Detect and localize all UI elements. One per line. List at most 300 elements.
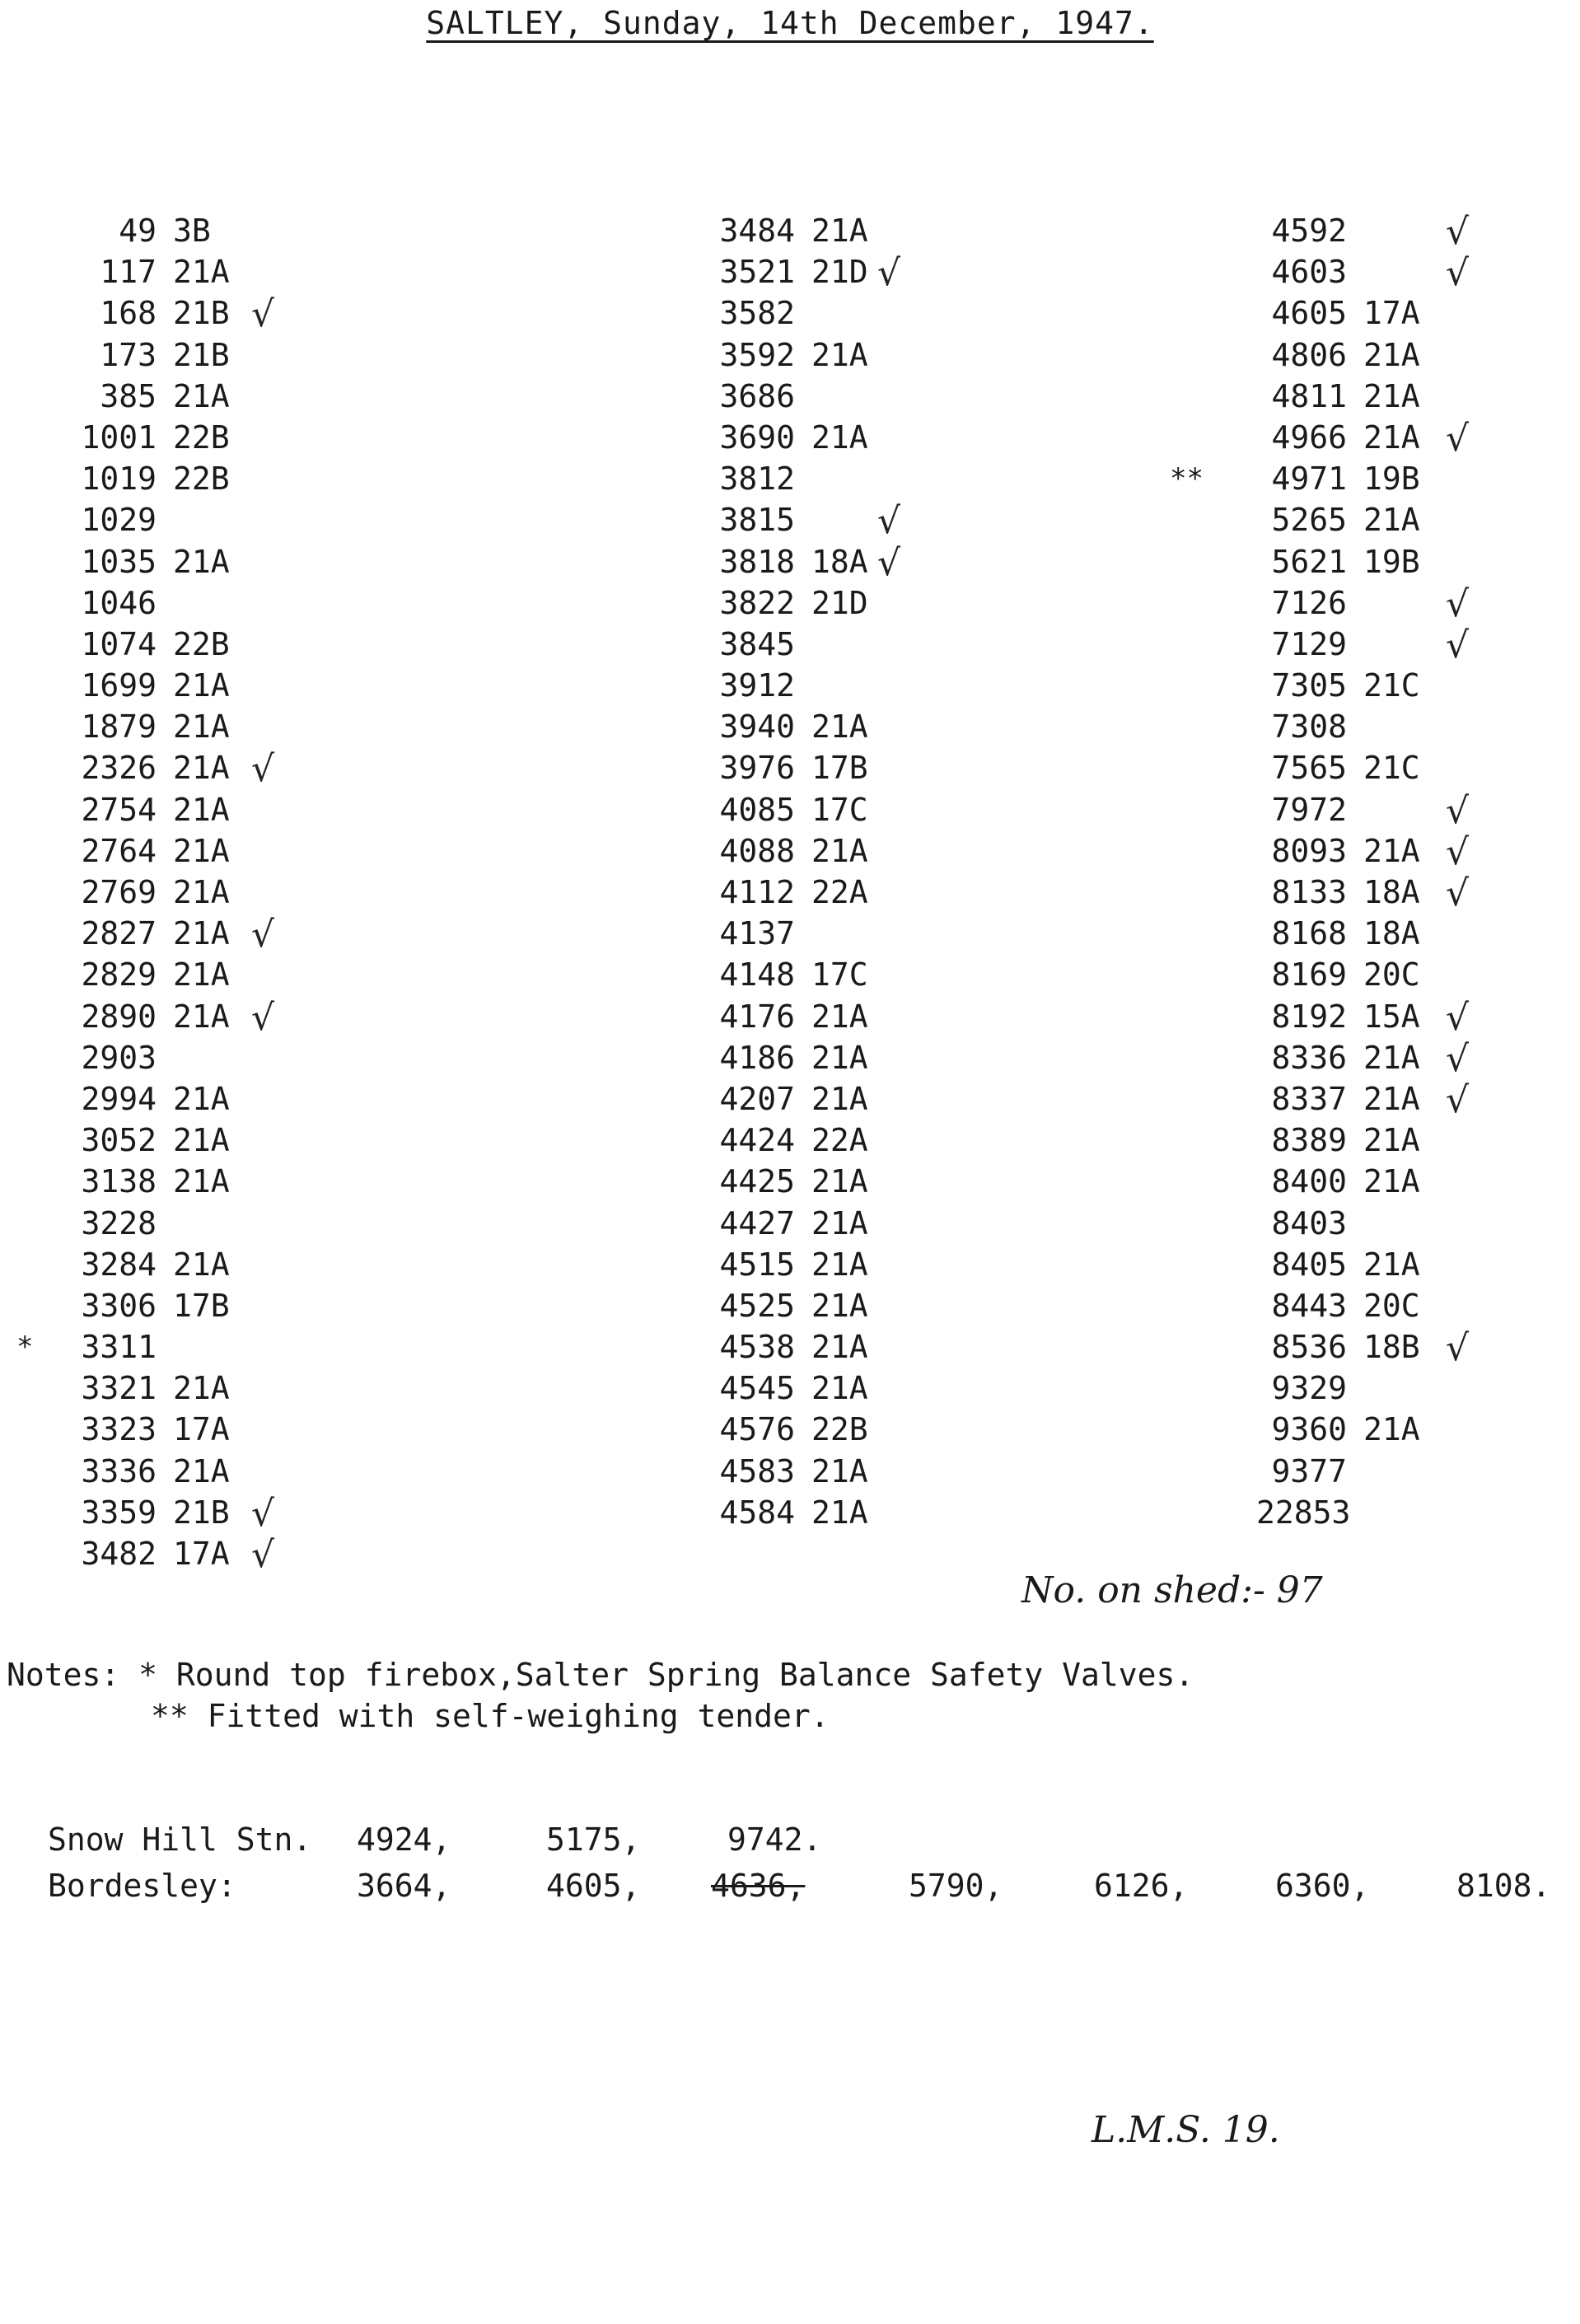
engine-row: [704, 1368, 886, 1409]
engine-row: [66, 1161, 247, 1202]
engine-row: [1256, 1120, 1437, 1161]
footer-reference: L.M.S. 19.: [1092, 2109, 1280, 2151]
engine-number: 7972: [1271, 791, 1347, 828]
shed-code: 21A: [173, 543, 230, 580]
engine-row: [66, 1409, 247, 1450]
shed-code: 21A: [1363, 1246, 1420, 1283]
footnote-marker: *: [16, 1330, 34, 1364]
shed-code: 21A: [811, 1246, 868, 1283]
bordesley-row: [48, 1863, 1551, 1909]
shed-code: 21A: [1363, 1163, 1420, 1200]
engine-number: 3311: [81, 1329, 157, 1366]
engine-row: [1256, 747, 1437, 788]
engine-row: [66, 499, 247, 540]
engine-number: 8337: [1271, 1080, 1347, 1117]
engine-number: 4112: [719, 874, 795, 910]
engine-number: 7126: [1271, 584, 1347, 621]
engine-number: 1019: [81, 461, 157, 498]
engine-row: [1170, 458, 1437, 499]
engine-row: [1256, 292, 1437, 334]
shed-code: 21A: [1363, 1122, 1420, 1159]
engine-row: [66, 1037, 247, 1078]
engine-number: 49: [119, 213, 157, 249]
shed-code: 21A: [1363, 419, 1420, 456]
shed-code: 21A: [173, 1163, 230, 1200]
shed-code: 21A: [173, 915, 230, 952]
engine-number: 3228: [81, 1204, 157, 1241]
bordesley-value-struck: 4636,: [711, 1868, 806, 1904]
shed-code: 21A: [811, 1080, 868, 1117]
engine-row: [66, 334, 247, 376]
shed-code: 22A: [811, 1122, 868, 1159]
check-mark: √: [251, 914, 275, 956]
engine-row: [704, 1037, 886, 1078]
shed-code: 18A: [811, 543, 868, 580]
engine-number: 8536: [1271, 1329, 1347, 1366]
engine-number: 4605: [1271, 295, 1347, 332]
engine-number: 2326: [81, 750, 157, 787]
engine-number: 1001: [81, 419, 157, 456]
engine-number: 9377: [1271, 1452, 1347, 1489]
bordesley-value: 5790,: [909, 1868, 1003, 1904]
check-mark: √: [877, 252, 901, 295]
engine-row: [66, 1492, 275, 1535]
shed-code: 19B: [1363, 461, 1420, 498]
shed-code: 21A: [1363, 832, 1420, 869]
shed-code: 21B: [173, 336, 230, 373]
engine-row: [1256, 334, 1437, 376]
engine-number: 3521: [719, 254, 795, 291]
bordesley-value: 6126,: [1094, 1868, 1189, 1904]
engine-row: [66, 251, 247, 292]
shed-code: 21A: [811, 1287, 868, 1324]
engine-row: [66, 624, 247, 665]
engine-row: [704, 1244, 886, 1285]
engine-row: [704, 913, 886, 954]
shed-code: 3B: [173, 213, 211, 249]
engine-row: [1256, 1203, 1437, 1244]
engine-number: 4966: [1271, 419, 1347, 456]
engine-row: [66, 1451, 247, 1492]
engine-row: [1256, 1285, 1437, 1326]
engine-number: 4811: [1271, 377, 1347, 414]
shed-code: 21A: [173, 998, 230, 1035]
engine-number: 7305: [1271, 667, 1347, 704]
engine-row: [704, 1161, 886, 1202]
stations-block: [48, 1817, 1551, 1909]
engine-row: [1256, 417, 1470, 460]
engine-row: [66, 292, 275, 336]
shed-code: 21A: [173, 1452, 230, 1489]
engine-number: 4085: [719, 791, 795, 828]
engine-number: 8093: [1271, 832, 1347, 869]
engine-row: [704, 499, 901, 543]
check-mark: √: [1446, 582, 1470, 625]
shed-code: 21A: [173, 1080, 230, 1117]
engine-row: [704, 1326, 886, 1368]
check-mark: √: [251, 1534, 275, 1576]
bordesley-value: 3664,: [357, 1868, 451, 1904]
shed-code: 17A: [1363, 295, 1420, 332]
engine-row: [66, 830, 247, 872]
engine-row: [1256, 1451, 1437, 1492]
shed-code: 21A: [1363, 502, 1420, 539]
engine-row: [704, 1203, 886, 1244]
shed-code: 21A: [173, 750, 230, 787]
shed-code: 21A: [173, 708, 230, 746]
shed-code: 21A: [173, 1370, 230, 1407]
check-mark: √: [1446, 1327, 1470, 1370]
engine-number: 8389: [1271, 1122, 1347, 1159]
engine-number: 4525: [719, 1287, 795, 1324]
engine-number: 3686: [719, 377, 795, 414]
engine-row: [1256, 1409, 1437, 1450]
shed-code: 22B: [173, 461, 230, 498]
engine-number: 2994: [81, 1080, 157, 1117]
shed-tally: No. on shed:- 97: [1021, 1569, 1323, 1611]
engine-row: [66, 665, 247, 706]
engine-number: 4545: [719, 1370, 795, 1407]
snow-hill-value: 9742.: [727, 1821, 822, 1858]
shed-code: 19B: [1363, 543, 1420, 580]
engine-row: [1256, 582, 1470, 625]
engine-row: [1256, 1244, 1437, 1285]
shed-code: 17C: [811, 956, 868, 994]
engine-row: [704, 996, 886, 1037]
engine-row: [1256, 954, 1437, 995]
engine-number: 4427: [719, 1204, 795, 1241]
engine-number: 3284: [81, 1246, 157, 1283]
engine-number: 3321: [81, 1370, 157, 1407]
engine-number: 4583: [719, 1452, 795, 1489]
engine-number: 8133: [1271, 874, 1347, 910]
check-mark: √: [251, 996, 275, 1039]
engine-row: [1256, 789, 1470, 832]
shed-code: 21A: [173, 667, 230, 704]
engine-number: 3052: [81, 1122, 157, 1159]
engine-number: 2769: [81, 874, 157, 910]
engine-number: 8405: [1271, 1246, 1347, 1283]
engine-row: [704, 1492, 886, 1533]
engine-row: [66, 1244, 247, 1285]
shed-code: 21C: [1363, 667, 1420, 704]
shed-code: 21A: [1363, 1039, 1420, 1076]
shed-code: 21A: [173, 956, 230, 994]
engine-row: [66, 376, 247, 417]
snow-hill-row: [48, 1817, 822, 1863]
shed-code: 21A: [173, 874, 230, 910]
check-mark: √: [1446, 1037, 1470, 1080]
snow-hill-value: 4924,: [357, 1821, 451, 1858]
shed-code: 21A: [1363, 1080, 1420, 1117]
shed-code: 21A: [811, 1163, 868, 1200]
engine-number: 3306: [81, 1287, 157, 1324]
engine-row: [1256, 913, 1437, 954]
engine-number: 4515: [719, 1246, 795, 1283]
shed-code: 21D: [811, 254, 868, 291]
engine-row: [1256, 1037, 1470, 1080]
engine-column-2: [704, 210, 901, 1533]
engine-row: [1256, 1161, 1437, 1202]
check-mark: √: [1446, 789, 1470, 832]
engine-number: 4603: [1271, 254, 1347, 291]
engine-row: [66, 582, 247, 624]
engine-row: [66, 1203, 247, 1244]
engine-number: 8192: [1271, 998, 1347, 1035]
engine-row: [1256, 1078, 1470, 1121]
engine-row: [66, 417, 247, 458]
engine-row: [704, 954, 886, 995]
engine-number: 8443: [1271, 1287, 1347, 1324]
engine-row: [704, 582, 886, 624]
shed-code: 15A: [1363, 998, 1420, 1035]
shed-code: 21A: [811, 1039, 868, 1076]
engine-row: [1256, 376, 1437, 417]
engine-row: [704, 458, 886, 499]
engine-number: 1046: [81, 584, 157, 621]
engine-number: 3359: [81, 1494, 157, 1531]
engine-number: 4576: [719, 1411, 795, 1448]
shed-code: 21A: [173, 377, 230, 414]
engine-row: [704, 251, 901, 295]
engine-column-1: [16, 210, 275, 1576]
engine-row: [1256, 624, 1470, 666]
shed-code: 21A: [811, 832, 868, 869]
check-mark: √: [877, 541, 901, 584]
engine-number: 3912: [719, 667, 795, 704]
engine-number: 4088: [719, 832, 795, 869]
engine-row: [66, 1285, 247, 1326]
shed-code: 18A: [1363, 874, 1420, 910]
shed-code: 21A: [811, 1329, 868, 1366]
shed-code: 21A: [811, 1452, 868, 1489]
engine-number: 9329: [1271, 1370, 1347, 1407]
shed-code: 18A: [1363, 915, 1420, 952]
engine-row: [1256, 499, 1437, 540]
shed-code: 20C: [1363, 1287, 1420, 1324]
engine-row: [1256, 996, 1470, 1039]
engine-number: 9360: [1271, 1411, 1347, 1448]
engine-row: [704, 1451, 886, 1492]
engine-row: [66, 541, 247, 582]
shed-code: 21B: [173, 295, 230, 332]
engine-row: [66, 706, 247, 747]
engine-row: [66, 1120, 247, 1161]
engine-number: 4186: [719, 1039, 795, 1076]
engine-number: 1074: [81, 625, 157, 662]
check-mark: √: [1446, 417, 1470, 460]
bordesley-label: Bordesley:: [48, 1868, 236, 1904]
check-mark: √: [251, 293, 275, 336]
engine-number: 173: [100, 336, 157, 373]
engine-row: [1256, 830, 1470, 873]
engine-number: 2764: [81, 832, 157, 869]
engine-row: [66, 996, 275, 1039]
shed-code: 21A: [1363, 377, 1420, 414]
bordesley-value: 6360,: [1275, 1868, 1370, 1904]
engine-row: [66, 1368, 247, 1409]
bordesley-value: 8108.: [1456, 1868, 1551, 1904]
snow-hill-value: 5175,: [546, 1821, 641, 1858]
engine-row: [1256, 541, 1437, 582]
shed-code: 21C: [1363, 750, 1420, 787]
shed-code: 17A: [173, 1411, 230, 1448]
engine-number: 3484: [719, 213, 795, 249]
check-mark: √: [1446, 830, 1470, 873]
engine-row: [1256, 706, 1437, 747]
engine-row: [1256, 1326, 1470, 1370]
check-mark: √: [1446, 996, 1470, 1039]
shed-code: 21A: [173, 1246, 230, 1283]
engine-number: 1029: [81, 502, 157, 539]
engine-number: 4806: [1271, 336, 1347, 373]
notes-block: [7, 1654, 1194, 1737]
engine-number: 3818: [719, 543, 795, 580]
shed-code: 21A: [173, 1122, 230, 1159]
engine-row: [704, 1078, 886, 1120]
engine-number: 4207: [719, 1080, 795, 1117]
engine-number: 3592: [719, 336, 795, 373]
shed-code: 21D: [811, 584, 868, 621]
engine-number: 1699: [81, 667, 157, 704]
engine-row: [704, 292, 886, 334]
engine-row: [704, 789, 886, 830]
shed-code: 21A: [811, 998, 868, 1035]
engine-number: 3582: [719, 295, 795, 332]
engine-row: [66, 913, 275, 956]
shed-code: 21A: [173, 791, 230, 828]
shed-code: 21A: [811, 1494, 868, 1531]
shed-code: 21A: [173, 254, 230, 291]
engine-number: 8403: [1271, 1204, 1347, 1241]
engine-number: 4592: [1271, 213, 1347, 249]
engine-row: [1256, 1492, 1437, 1533]
engine-number: 2903: [81, 1039, 157, 1076]
engine-number: 3138: [81, 1163, 157, 1200]
check-mark: √: [1446, 624, 1470, 666]
shed-code: 21A: [811, 1204, 868, 1241]
engine-number: 3845: [719, 625, 795, 662]
engine-number: 168: [100, 295, 157, 332]
engine-number: 4584: [719, 1494, 795, 1531]
engine-number: 3940: [719, 708, 795, 746]
engine-number: 7308: [1271, 708, 1347, 746]
engine-number: 2827: [81, 915, 157, 952]
engine-row: [66, 747, 275, 791]
shed-code: 22B: [173, 625, 230, 662]
engine-number: 4424: [719, 1122, 795, 1159]
engine-number: 8336: [1271, 1039, 1347, 1076]
engine-number: 2829: [81, 956, 157, 994]
engine-row: [704, 210, 886, 251]
check-mark: √: [1446, 1078, 1470, 1121]
engine-number: 8400: [1271, 1163, 1347, 1200]
engine-row: [66, 954, 247, 995]
engine-number: 5265: [1271, 502, 1347, 539]
engine-row: [704, 1120, 886, 1161]
engine-row: [704, 541, 901, 584]
engine-row: [16, 1326, 247, 1368]
engine-number: 3815: [719, 502, 795, 539]
engine-number: 3336: [81, 1452, 157, 1489]
shed-code: 21A: [1363, 336, 1420, 373]
shed-code: 21B: [173, 1494, 230, 1531]
engine-number: 4425: [719, 1163, 795, 1200]
engine-row: [1256, 1368, 1437, 1409]
shed-code: 21A: [811, 1370, 868, 1407]
engine-row: [1256, 872, 1470, 914]
shed-code: 17A: [173, 1536, 230, 1572]
check-mark: √: [251, 1492, 275, 1535]
engine-number: 7129: [1271, 625, 1347, 662]
engine-number: 8168: [1271, 915, 1347, 952]
engine-row: [1256, 251, 1470, 295]
engine-number: 3690: [719, 419, 795, 456]
engine-number: 7565: [1271, 750, 1347, 787]
shed-code: 20C: [1363, 956, 1420, 994]
bordesley-value: 4605,: [546, 1868, 641, 1904]
note-line-2: ** Fitted with self-weighing tender.: [151, 1698, 830, 1734]
shed-code: 17C: [811, 791, 868, 828]
check-mark: √: [1446, 252, 1470, 295]
check-mark: √: [1446, 872, 1470, 914]
engine-number: 5621: [1271, 543, 1347, 580]
engine-number: 4148: [719, 956, 795, 994]
engine-row: [66, 789, 247, 830]
shed-code: 22B: [811, 1411, 868, 1448]
engine-row: [704, 624, 886, 665]
engine-row: [704, 665, 886, 706]
shed-code: 17B: [173, 1287, 230, 1324]
engine-column-3: [1170, 210, 1470, 1533]
engine-number: 2890: [81, 998, 157, 1035]
engine-number: 3482: [81, 1536, 157, 1572]
engine-number: 3822: [719, 584, 795, 621]
engine-row: [66, 1533, 275, 1576]
shed-code: 21A: [811, 708, 868, 746]
engine-number: 2754: [81, 791, 157, 828]
engine-row: [704, 872, 886, 913]
engine-row: [704, 1285, 886, 1326]
shed-code: 22A: [811, 874, 868, 910]
engine-row: [66, 1078, 247, 1120]
check-mark: √: [251, 748, 275, 791]
engine-row: [704, 830, 886, 872]
engine-row: [704, 376, 886, 417]
engine-number: 4137: [719, 915, 795, 952]
engine-number: 4538: [719, 1329, 795, 1366]
shed-code: 21A: [173, 832, 230, 869]
shed-code: 21A: [811, 419, 868, 456]
engine-number: 1879: [81, 708, 157, 746]
engine-row: [704, 417, 886, 458]
engine-row: [66, 872, 247, 913]
engine-row: [704, 1409, 886, 1450]
engine-row: [66, 210, 247, 251]
check-mark: √: [1446, 211, 1470, 253]
engine-number: 3812: [719, 461, 795, 498]
footnote-marker: **: [1170, 462, 1204, 496]
snow-hill-label: Snow Hill Stn.: [48, 1821, 312, 1858]
shed-code: 21A: [811, 213, 868, 249]
engine-number: 3976: [719, 750, 795, 787]
engine-row: [704, 747, 886, 788]
engine-number: 117: [100, 254, 157, 291]
engine-row: [1256, 210, 1470, 253]
shed-code: 18B: [1363, 1329, 1420, 1366]
shed-code: 21A: [1363, 1411, 1420, 1448]
engine-number: 4971: [1271, 461, 1347, 498]
